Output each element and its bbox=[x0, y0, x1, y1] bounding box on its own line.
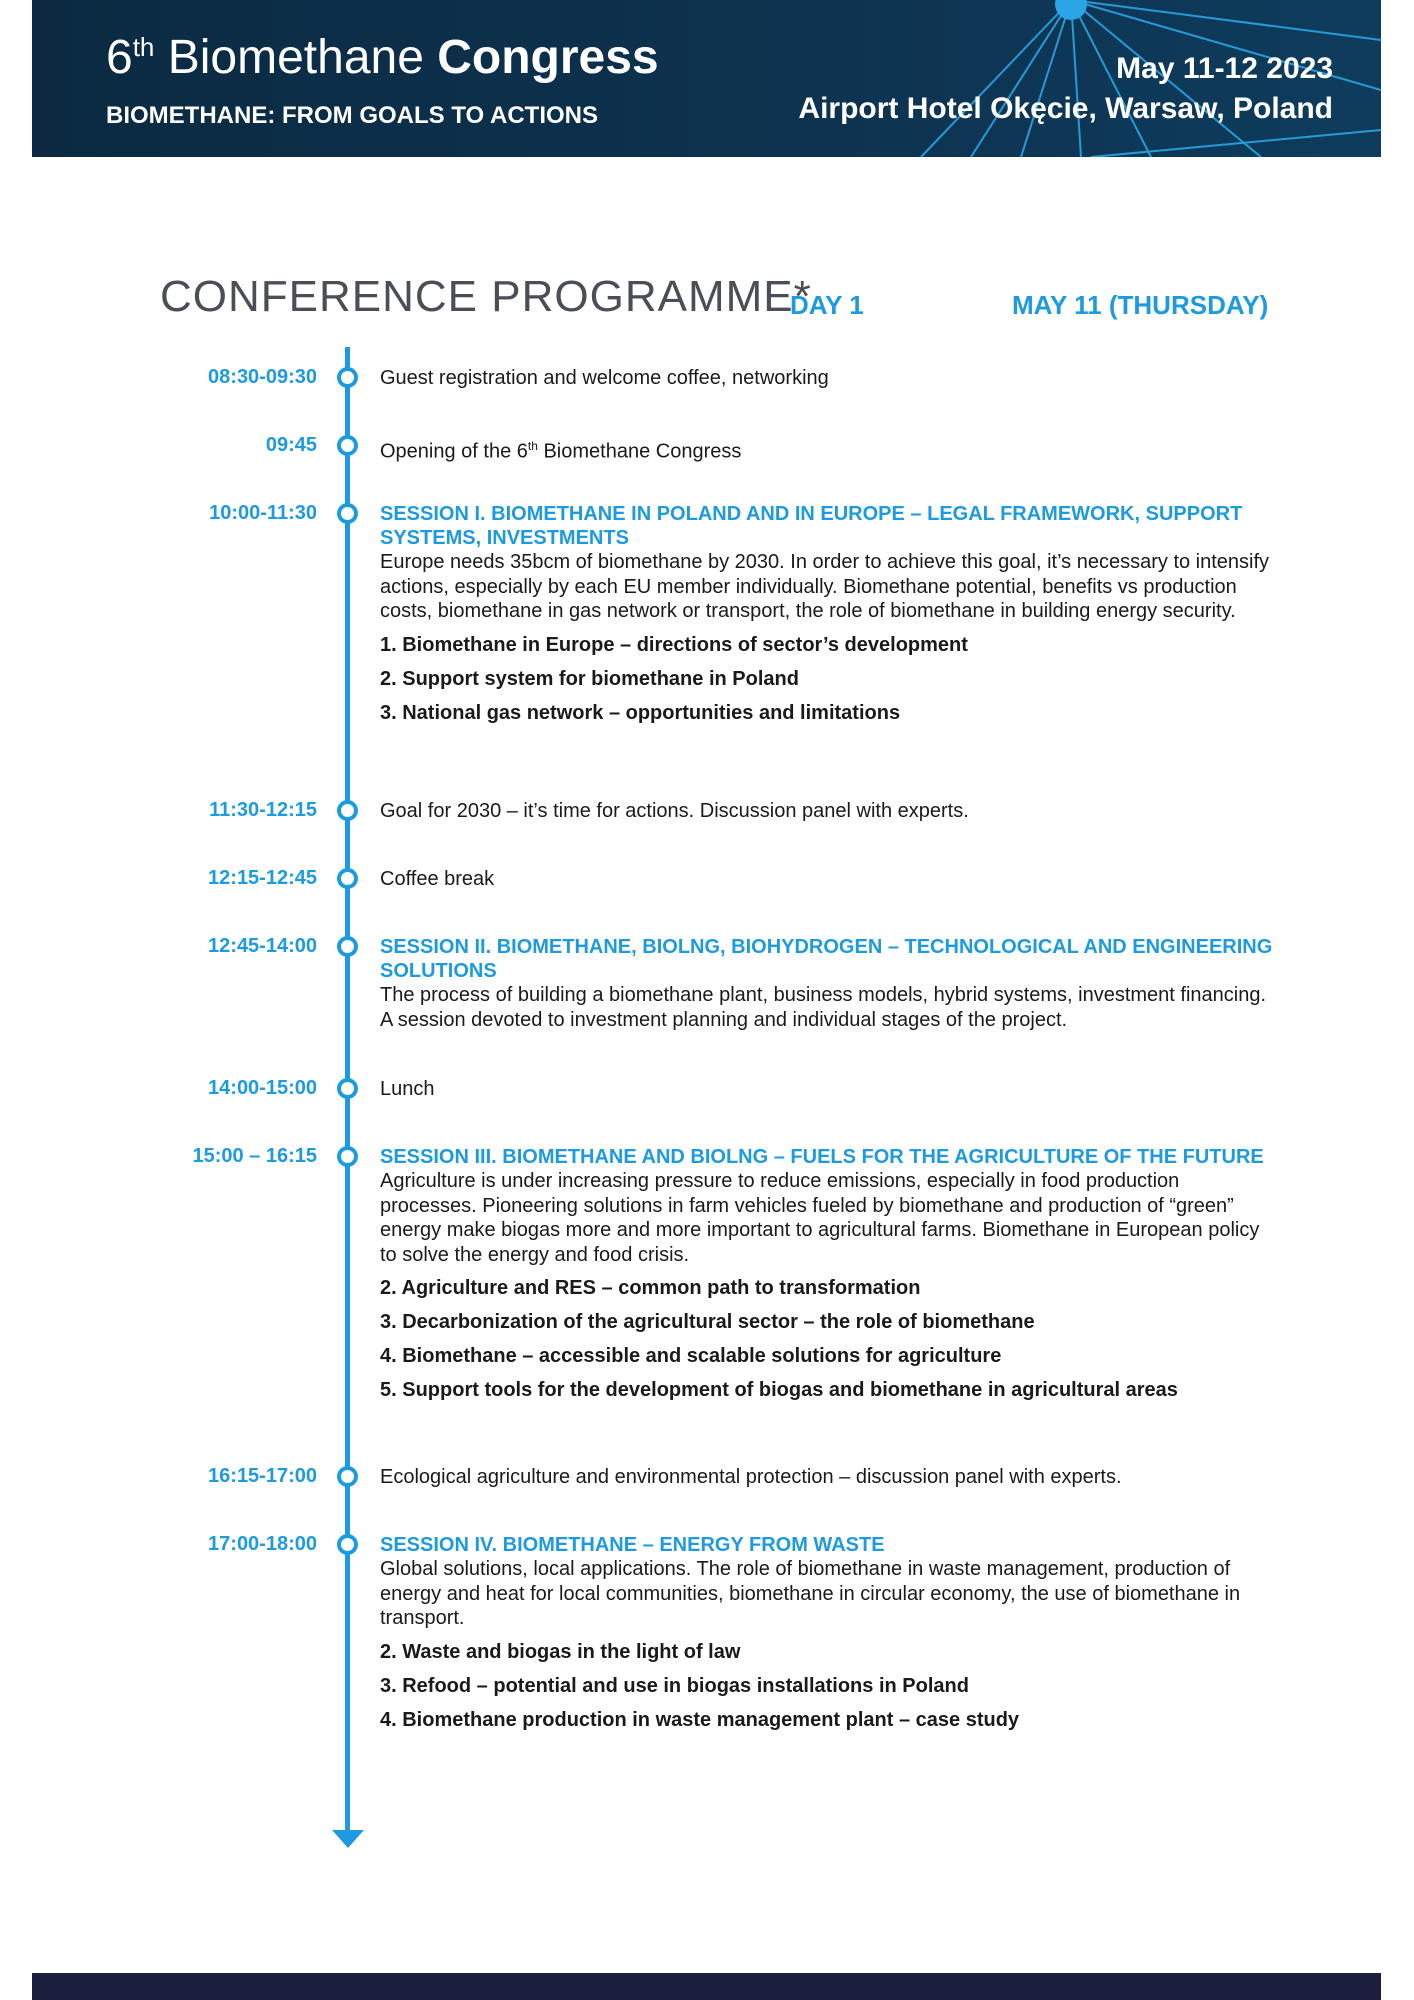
agenda-text: Ecological agriculture and environmental protection – discussion panel with experts. bbox=[380, 1466, 1122, 1488]
timeline-dot-icon bbox=[337, 367, 358, 388]
agenda-time: 08:30-09:30 bbox=[208, 366, 317, 388]
programme-title: CONFERENCE PROGRAMME* bbox=[160, 272, 812, 321]
congress-subtitle: BIOMETHANE: FROM GOALS TO ACTIONS bbox=[106, 102, 598, 129]
agenda-text: Guest registration and welcome coffee, networking bbox=[380, 367, 829, 389]
programme-date: MAY 11 (THURSDAY) bbox=[1012, 290, 1269, 320]
session-topic: 5. Support tools for the development of biogas and biomethane in agricultural areas bbox=[380, 1379, 1178, 1401]
header-banner bbox=[32, 0, 1381, 157]
timeline-dot-icon bbox=[337, 1146, 358, 1167]
session-topic: 2. Agriculture and RES – common path to transformation bbox=[380, 1277, 921, 1299]
footer-band bbox=[32, 1973, 1381, 2000]
congress-venue: Airport Hotel Okęcie, Warsaw, Poland bbox=[798, 92, 1333, 125]
agenda-time: 11:30-12:15 bbox=[209, 799, 317, 821]
congress-title: 6th Biomethane Congress bbox=[106, 31, 659, 84]
session-title: SESSION IV. BIOMETHANE – ENERGY FROM WASTE bbox=[380, 1534, 885, 1556]
timeline-dot-icon bbox=[337, 936, 358, 957]
session-topic: 4. Biomethane – accessible and scalable solutions for agriculture bbox=[380, 1345, 1002, 1367]
agenda-text: Coffee break bbox=[380, 868, 495, 890]
timeline-dot-icon bbox=[337, 435, 358, 456]
agenda-time: 12:45-14:00 bbox=[208, 935, 317, 957]
day-label: DAY 1 bbox=[790, 290, 864, 320]
agenda-time: 17:00-18:00 bbox=[208, 1533, 317, 1555]
agenda-text: Opening of the 6th Biomethane Congress bbox=[380, 439, 742, 463]
session-description: Agriculture is under increasing pressure to reduce emissions, especially in food production processes. Pioneering solutions in farm vehicles fueled by biomethane and production of “green” energy make biogas more and more important to agricultural farms. Biomethane in European policy to solve the energy and food crisis. bbox=[380, 1170, 1260, 1266]
session-topic: 3. National gas network – opportunities and limitations bbox=[380, 701, 901, 724]
agenda-text: Goal for 2030 – it’s time for actions. Discussion panel with experts. bbox=[380, 800, 969, 822]
session-topic: 3. Decarbonization of the agricultural sector – the role of biomethane bbox=[380, 1311, 1035, 1333]
session-title: SESSION I. BIOMETHANE IN POLAND AND IN EUROPE – LEGAL FRAMEWORK, SUPPORT SYSTEMS, INVESTMENTS bbox=[380, 503, 1243, 549]
session-description: Europe needs 35bcm of biomethane by 2030. In order to achieve this goal, it’s necessary to intensify actions, especially by each EU member individually. Biomethane potential, benefits vs production costs, biomethane in gas network or transport, the role of biomethane in building energy security. bbox=[380, 551, 1270, 622]
agenda-time: 12:15-12:45 bbox=[208, 867, 317, 889]
agenda-time: 15:00 – 16:15 bbox=[192, 1145, 317, 1167]
timeline-dot-icon bbox=[337, 503, 358, 524]
agenda-time: 16:15-17:00 bbox=[208, 1465, 317, 1487]
timeline-dot-icon bbox=[337, 1534, 358, 1555]
session-description: The process of building a biomethane plant, business models, hybrid systems, investment financing. A session devoted to investment planning and individual stages of the project. bbox=[380, 984, 1267, 1031]
session-topic: 2. Support system for biomethane in Poland bbox=[380, 667, 799, 690]
session-title: SESSION III. BIOMETHANE AND BIOLNG – FUELS FOR THE AGRICULTURE OF THE FUTURE bbox=[380, 1146, 1264, 1168]
session-topic: 2. Waste and biogas in the light of law bbox=[380, 1640, 741, 1663]
session-topic: 1. Biomethane in Europe – directions of sector’s development bbox=[380, 633, 968, 656]
session-description: Global solutions, local applications. The role of biomethane in waste management, production of energy and heat for local communities, biomethane in circular economy, the use of biomethane in transport. bbox=[380, 1558, 1241, 1629]
session-topic: 3. Refood – potential and use in biogas installations in Poland bbox=[380, 1674, 969, 1697]
timeline-arrow-icon bbox=[332, 1830, 364, 1848]
timeline-dot-icon bbox=[337, 1466, 358, 1487]
session-title: SESSION II. BIOMETHANE, BIOLNG, BIOHYDROGEN – TECHNOLOGICAL AND ENGINEERING SOLUTIONS bbox=[380, 936, 1273, 982]
agenda-time: 09:45 bbox=[265, 434, 317, 456]
agenda-time: 10:00-11:30 bbox=[209, 502, 317, 524]
timeline-dot-icon bbox=[337, 800, 358, 821]
session-topic: 4. Biomethane production in waste management plant – case study bbox=[380, 1708, 1020, 1731]
congress-date: May 11-12 2023 bbox=[1116, 52, 1333, 85]
agenda-text: Lunch bbox=[380, 1078, 435, 1100]
timeline-dot-icon bbox=[337, 1078, 358, 1099]
timeline-dot-icon bbox=[337, 868, 358, 889]
agenda-time: 14:00-15:00 bbox=[208, 1077, 317, 1099]
